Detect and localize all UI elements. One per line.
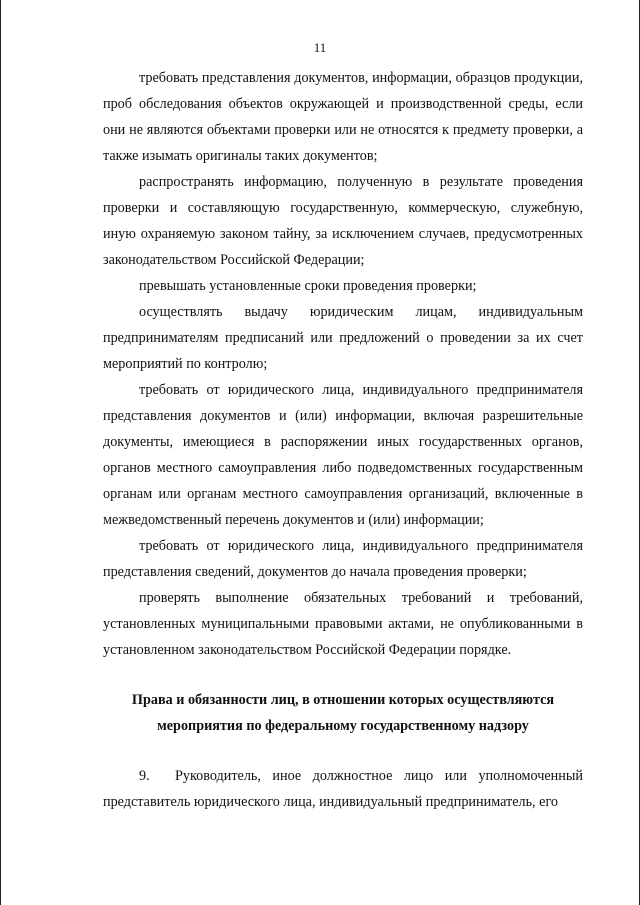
page-number: 11: [313, 40, 327, 55]
numbered-paragraph-text: Руководитель, иное должностное лицо или уполномоченный представитель юридического лица, индивидуальный предприниматель, его: [103, 768, 583, 810]
paragraph-1: требовать представления документов, информации, образцов продукции, проб обследования объектов окружающей и производственной среды, если они не являются объектами проверки или не относятся к предмету проверки, а также изымать оригиналы таких документов;: [103, 70, 583, 164]
paragraph-3: превышать установленные сроки проведения проверки;: [139, 278, 477, 294]
numbered-paragraph-9: [103, 763, 583, 815]
section-heading: [103, 687, 583, 739]
paragraph-5: требовать от юридического лица, индивидуального предпринимателя представления документов и (или) информации, включая разрешительные документы, имеющиеся в распоряжении иных государственных органов, органов местного самоуправления либо подведомственных государственным органам или органам местного самоуправления организаций, включенные в межведомственный перечень документов и (или) информации;: [103, 382, 583, 528]
paragraph-4: осуществлять выдачу юридическим лицам, индивидуальным предпринимателям предписаний или предложений о проведении за их счет мероприятий по контролю;: [103, 304, 583, 372]
paragraph-2: распространять информацию, полученную в результате проведения проверки и составляющую государственную, коммерческую, служебную, иную охраняемую законом тайну, за исключением случаев, предусмотренных законодательством Российской Федерации;: [103, 174, 583, 268]
paragraph-6: требовать от юридического лица, индивидуального предпринимателя представления сведений, документов до начала проведения проверки;: [103, 538, 583, 580]
document-body: [103, 65, 583, 815]
section-heading-line-2: мероприятия по федеральному государственному надзору: [157, 718, 529, 734]
paragraph-7: проверять выполнение обязательных требований и требований, установленных муниципальными правовыми актами, не опубликованными в установленном законодательством Российской Федерации порядке.: [103, 590, 583, 658]
section-heading-line-1: Права и обязанности лиц, в отношении которых осуществляются: [131, 692, 555, 708]
paragraph-number: 9.: [139, 768, 150, 784]
